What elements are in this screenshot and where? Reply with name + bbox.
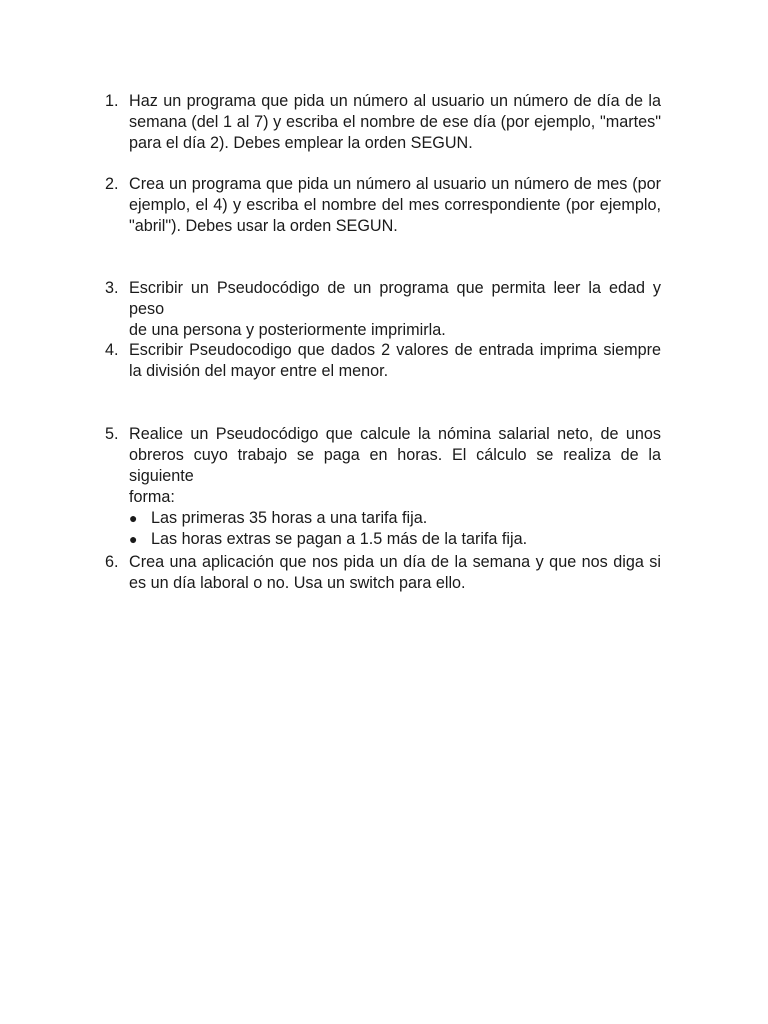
bullet-text: Las primeras 35 horas a una tarifa fija. [151, 509, 428, 527]
item-line: de una persona y posteriormente imprimirla. [129, 321, 446, 339]
item-line: Realice un Pseudocódigo que calcule la nómina salarial neto, de unos [129, 425, 661, 443]
item-line: Escribir Pseudocodigo que dados 2 valores de entrada imprima siempre [129, 341, 661, 359]
item-number: 4. [105, 341, 119, 359]
item-text [129, 174, 661, 237]
item-text [129, 340, 661, 382]
list-item-6 [105, 552, 661, 594]
list-item-2 [105, 174, 661, 237]
item-line: "abril"). Debes usar la orden SEGUN. [129, 217, 398, 235]
item-text [129, 552, 661, 594]
list-item-1 [105, 91, 661, 154]
item-line: es un día laboral o no. Usa un switch para ello. [129, 574, 466, 592]
bullet-list [105, 508, 661, 550]
item-number: 3. [105, 279, 119, 297]
item-number: 5. [105, 425, 119, 443]
item-line: para el día 2). Debes emplear la orden SEGUN. [129, 134, 473, 152]
list-item-3 [105, 278, 661, 341]
bullet-icon: ● [129, 510, 138, 526]
item-line: Crea un programa que pida un número al usuario un número de mes (por [129, 175, 661, 193]
item-line: obreros cuyo trabajo se paga en horas. El cálculo se realiza de la siguiente [129, 446, 661, 485]
item-line: Escribir un Pseudocódigo de un programa que permita leer la edad y peso [129, 279, 661, 318]
bullet-icon: ● [129, 531, 138, 547]
item-text [129, 424, 661, 508]
item-number: 1. [105, 92, 119, 110]
list-item-5 [105, 424, 661, 550]
item-text [129, 278, 661, 341]
list-item-4 [105, 340, 661, 382]
item-text [129, 91, 661, 154]
bullet-text: Las horas extras se pagan a 1.5 más de la tarifa fija. [151, 530, 528, 548]
item-line: Crea una aplicación que nos pida un día de la semana y que nos diga si [129, 553, 661, 571]
item-number: 2. [105, 175, 119, 193]
item-line: forma: [129, 488, 175, 506]
item-line: la división del mayor entre el menor. [129, 362, 389, 380]
bullet-item [105, 508, 661, 529]
item-line: semana (del 1 al 7) y escriba el nombre de ese día (por ejemplo, "martes" [129, 113, 661, 131]
item-line: ejemplo, el 4) y escriba el nombre del mes correspondiente (por ejemplo, [129, 196, 661, 214]
bullet-item [105, 529, 661, 550]
item-number: 6. [105, 553, 119, 571]
item-line: Haz un programa que pida un número al usuario un número de día de la [129, 92, 661, 110]
